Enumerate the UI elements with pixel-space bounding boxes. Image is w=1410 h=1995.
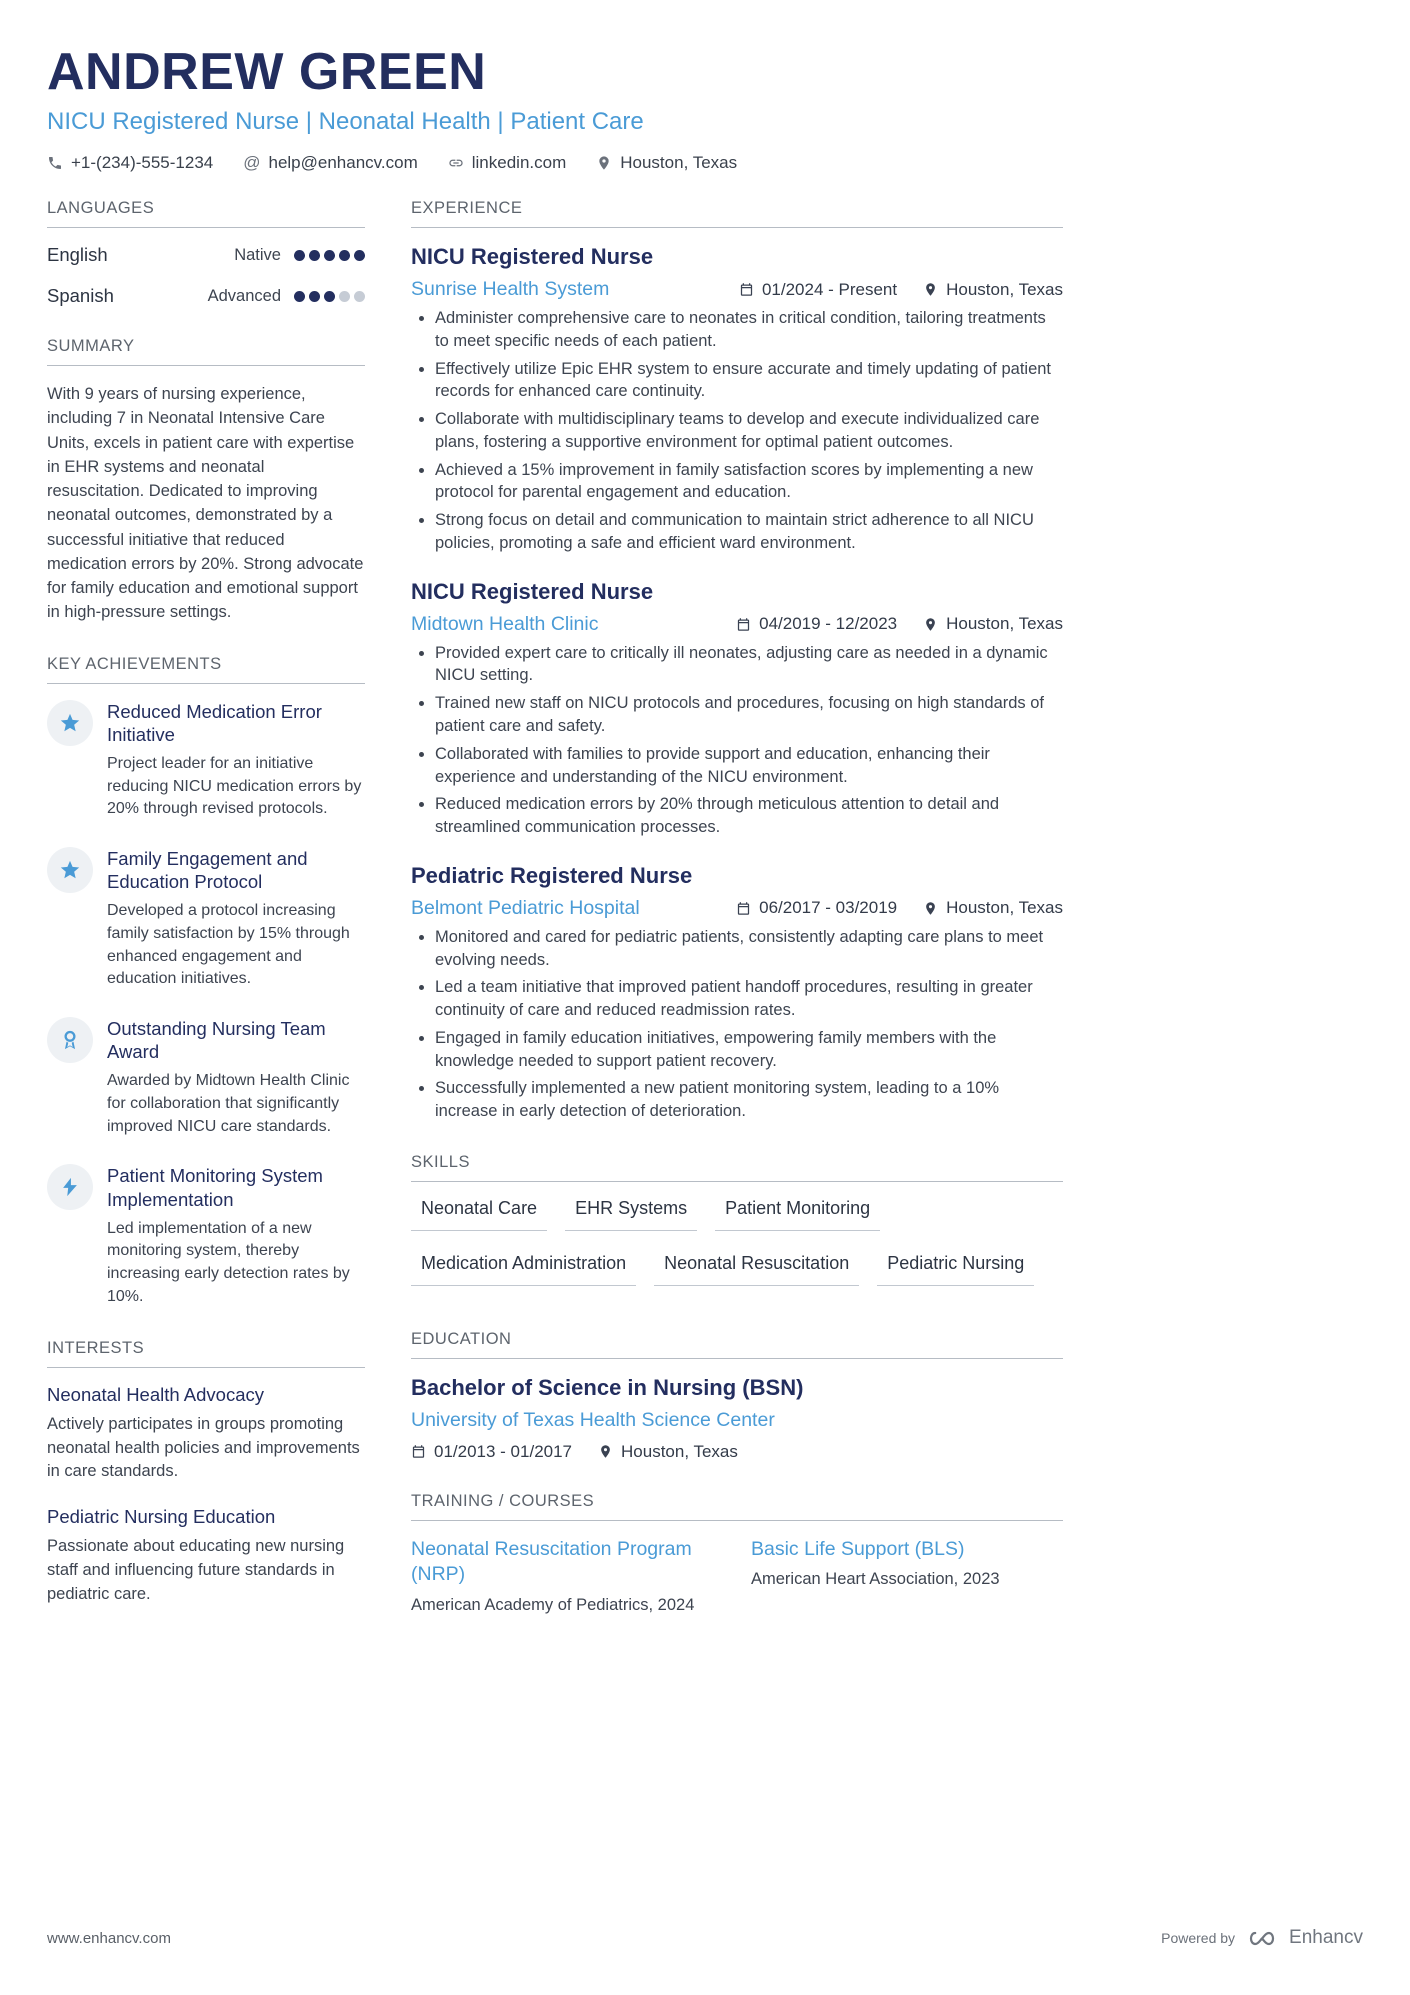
language-name: English bbox=[47, 244, 108, 266]
skill-item: Medication Administration bbox=[411, 1253, 636, 1286]
summary-text: With 9 years of nursing experience, including 7 in Neonatal Intensive Care Units, excels in patient care with expertise in EHR systems and neonatal resuscitation. Dedicated to improving neonatal outcomes, demonstrated by a successful initiative that reduced medication errors by 20%. Strong advocate for family education and emotional support in high-pressure settings. bbox=[47, 385, 364, 622]
language-level: Advanced bbox=[207, 286, 281, 305]
location-icon bbox=[598, 1444, 613, 1459]
section-experience bbox=[411, 199, 1063, 1123]
bullet: • Collaborate with multidisciplinary teams to develop and execute individualized care plans, fostering a supportive environment for optimal patient outcomes. bbox=[435, 408, 1063, 454]
phone-icon bbox=[47, 155, 63, 171]
bullet: • Collaborated with families to provide support and education, enhancing their experience and understanding of the NICU environment. bbox=[435, 743, 1063, 789]
achievement-title: Family Engagement and Education Protocol bbox=[107, 847, 308, 893]
skill-item: Neonatal Care bbox=[411, 1198, 547, 1231]
location-text: Houston, Texas bbox=[620, 153, 738, 173]
interest-item bbox=[47, 1506, 365, 1607]
job-dates: 01/2024 - Present bbox=[739, 280, 897, 300]
course-organization: American Heart Association, 2023 bbox=[751, 1570, 1000, 1589]
calendar-icon bbox=[739, 282, 754, 297]
interest-text: Passionate about educating new nursing staff and influencing future standards in pediatric care. bbox=[47, 1537, 345, 1604]
experience-entry bbox=[411, 579, 1063, 839]
training-heading: TRAINING / COURSES bbox=[411, 1492, 1063, 1521]
enhancv-brand-name: Enhancv bbox=[1289, 1927, 1363, 1948]
job-location: Houston, Texas bbox=[923, 280, 1063, 300]
languages-heading: LANGUAGES bbox=[47, 199, 365, 228]
skill-item: EHR Systems bbox=[565, 1198, 697, 1231]
interest-item bbox=[47, 1384, 365, 1485]
course-title: Neonatal Resuscitation Program (NRP) bbox=[411, 1537, 692, 1586]
location-icon bbox=[923, 901, 938, 916]
job-title: NICU Registered Nurse bbox=[411, 578, 654, 604]
job-title: NICU Registered Nurse bbox=[411, 244, 654, 270]
calendar-icon bbox=[411, 1444, 426, 1459]
footer-url-link[interactable]: www.enhancv.com bbox=[47, 1929, 171, 1947]
interest-title: Neonatal Health Advocacy bbox=[47, 1383, 264, 1405]
bullet: • Monitored and cared for pediatric patients, consistently adapting care plans to meet evolving needs. bbox=[435, 926, 1063, 972]
job-bullets bbox=[411, 307, 1063, 555]
link-icon bbox=[448, 155, 464, 171]
medal-icon bbox=[47, 1017, 93, 1063]
achievement-title: Outstanding Nursing Team Award bbox=[107, 1018, 326, 1063]
section-key-achievements bbox=[47, 655, 365, 1309]
contact-row bbox=[47, 153, 1363, 173]
interest-text: Actively participates in groups promoting neonatal health policies and improvements in care standards. bbox=[47, 1414, 360, 1481]
section-education bbox=[411, 1330, 1063, 1462]
school-name: University of Texas Health Science Center bbox=[411, 1408, 775, 1431]
phone-number: +1-(234)-555-1234 bbox=[71, 153, 214, 173]
bullet: • Engaged in family education initiatives, empowering family members with the knowledge needed to support patient recovery. bbox=[435, 1027, 1063, 1073]
language-row bbox=[47, 244, 365, 266]
page-footer bbox=[47, 1927, 1363, 1949]
education-location: Houston, Texas bbox=[598, 1442, 738, 1462]
linkedin-contact[interactable] bbox=[448, 153, 567, 173]
course-title: Basic Life Support (BLS) bbox=[751, 1537, 965, 1560]
summary-heading: SUMMARY bbox=[47, 337, 365, 366]
job-dates: 06/2017 - 03/2019 bbox=[736, 898, 897, 918]
bullet: • Achieved a 15% improvement in family satisfaction scores by implementing a new protocol for parental engagement and education. bbox=[435, 459, 1063, 505]
candidate-headline: NICU Registered Nurse | Neonatal Health | Patient Care bbox=[47, 108, 644, 136]
bullet: • Provided expert care to critically ill neonates, adjusting care as needed in a dynamic NICU setting. bbox=[435, 642, 1063, 688]
skills-heading: SKILLS bbox=[411, 1153, 1063, 1182]
achievement-text: Developed a protocol increasing family satisfaction by 15% through enhanced engagement and education initiatives. bbox=[107, 902, 350, 988]
achievement-text: Awarded by Midtown Health Clinic for collaboration that significantly improved NICU care standards. bbox=[107, 1072, 350, 1135]
job-location: Houston, Texas bbox=[923, 898, 1063, 918]
bullet: • Effectively utilize Epic EHR system to ensure accurate and timely updating of patient records for enhanced care continuity. bbox=[435, 358, 1063, 404]
section-interests bbox=[47, 1339, 365, 1608]
bullet: • Reduced medication errors by 20% through meticulous attention to detail and streamlined communication processes. bbox=[435, 793, 1063, 839]
candidate-name: ANDREW GREEN bbox=[47, 43, 487, 101]
bullet: • Successfully implemented a new patient monitoring system, leading to a 10% increase in early detection of deterioration. bbox=[435, 1077, 1063, 1123]
course-item bbox=[411, 1537, 711, 1615]
achievement-item bbox=[47, 1017, 365, 1138]
achievement-title: Reduced Medication Error Initiative bbox=[107, 700, 322, 745]
linkedin-url: linkedin.com bbox=[471, 153, 567, 173]
job-location: Houston, Texas bbox=[923, 614, 1063, 634]
job-bullets bbox=[411, 642, 1063, 839]
course-organization: American Academy of Pediatrics, 2024 bbox=[411, 1595, 695, 1614]
enhancv-infinity-logo-icon bbox=[1245, 1929, 1279, 1948]
star-icon bbox=[47, 700, 93, 746]
education-dates: 01/2013 - 01/2017 bbox=[411, 1442, 572, 1462]
powered-by-group[interactable] bbox=[1161, 1927, 1363, 1949]
achievement-item bbox=[47, 1164, 365, 1308]
course-item bbox=[751, 1537, 1063, 1615]
at-icon: @ bbox=[243, 153, 261, 173]
star-icon bbox=[47, 847, 93, 893]
language-proficiency-dots bbox=[294, 291, 365, 302]
location-icon bbox=[596, 155, 612, 171]
company-name: Sunrise Health System bbox=[411, 278, 610, 301]
language-level: Native bbox=[234, 245, 281, 264]
interests-heading: INTERESTS bbox=[47, 1339, 365, 1368]
company-name: Belmont Pediatric Hospital bbox=[411, 896, 640, 919]
bullet: • Strong focus on detail and communication to maintain strict adherence to all NICU policies, promoting a safe and efficient ward environment. bbox=[435, 509, 1063, 555]
section-skills bbox=[411, 1153, 1063, 1286]
skill-item: Pediatric Nursing bbox=[877, 1253, 1034, 1286]
skill-item: Neonatal Resuscitation bbox=[654, 1253, 859, 1286]
language-proficiency-dots bbox=[294, 250, 365, 261]
job-bullets bbox=[411, 926, 1063, 1123]
achievement-text: Led implementation of a new monitoring system, thereby increasing early detection rates by 10%. bbox=[107, 1219, 350, 1305]
experience-heading: EXPERIENCE bbox=[411, 199, 1063, 228]
achievement-item bbox=[47, 847, 365, 991]
achievement-item bbox=[47, 700, 365, 821]
resume-header bbox=[47, 43, 1363, 173]
email-contact[interactable] bbox=[243, 153, 418, 173]
left-column bbox=[47, 199, 365, 1645]
calendar-icon bbox=[736, 617, 751, 632]
job-title: Pediatric Registered Nurse bbox=[411, 862, 693, 888]
education-heading: EDUCATION bbox=[411, 1330, 1063, 1359]
language-row bbox=[47, 285, 365, 307]
interest-title: Pediatric Nursing Education bbox=[47, 1506, 276, 1528]
bolt-icon bbox=[47, 1164, 93, 1210]
section-training bbox=[411, 1492, 1063, 1615]
bullet: • Trained new staff on NICU protocols and procedures, focusing on high standards of patient care and safety. bbox=[435, 692, 1063, 738]
bullet: • Administer comprehensive care to neonates in critical condition, tailoring treatments to meet specific needs of each patient. bbox=[435, 307, 1063, 353]
experience-entry bbox=[411, 244, 1063, 555]
degree-title: Bachelor of Science in Nursing (BSN) bbox=[411, 1374, 804, 1400]
section-languages bbox=[47, 199, 365, 307]
location-icon bbox=[923, 617, 938, 632]
section-summary bbox=[47, 337, 365, 625]
achievement-text: Project leader for an initiative reducing NICU medication errors by 20% through revised protocols. bbox=[107, 754, 362, 818]
language-name: Spanish bbox=[47, 285, 114, 307]
powered-by-label: Powered by bbox=[1161, 1930, 1236, 1946]
company-name: Midtown Health Clinic bbox=[411, 612, 599, 635]
bullet: • Led a team initiative that improved patient handoff procedures, resulting in greater continuity of care and reduced readmission rates. bbox=[435, 976, 1063, 1022]
skill-item: Patient Monitoring bbox=[715, 1198, 880, 1231]
calendar-icon bbox=[736, 901, 751, 916]
location-icon bbox=[923, 282, 938, 297]
right-column bbox=[411, 199, 1063, 1645]
location-contact bbox=[596, 153, 737, 173]
experience-entry bbox=[411, 863, 1063, 1123]
email-address: help@enhancv.com bbox=[268, 153, 418, 173]
achievement-title: Patient Monitoring System Implementation bbox=[107, 1165, 323, 1210]
job-dates: 04/2019 - 12/2023 bbox=[736, 614, 897, 634]
achievements-heading: KEY ACHIEVEMENTS bbox=[47, 655, 365, 684]
phone-contact[interactable] bbox=[47, 153, 213, 173]
